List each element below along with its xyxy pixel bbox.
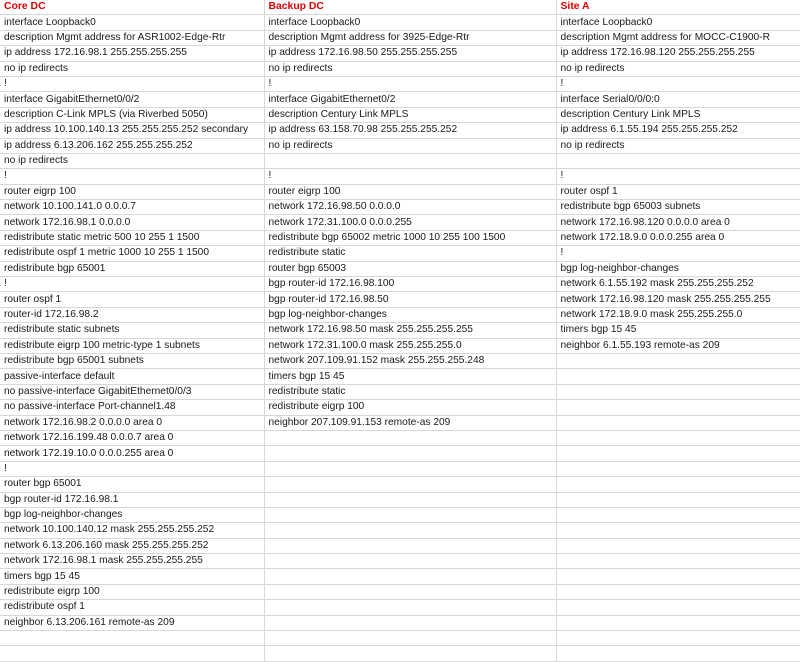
core-dc-cell[interactable]: router-id 172.16.98.2 — [0, 307, 264, 322]
backup-dc-cell[interactable]: redistribute static — [264, 384, 556, 399]
column-header-site-a[interactable]: Site A — [556, 0, 800, 15]
table-row — [0, 46, 800, 61]
site-a-cell[interactable]: ! — [556, 246, 800, 261]
backup-dc-cell[interactable]: network 207.109.91.152 mask 255.255.255.248 — [264, 353, 556, 368]
site-a-cell[interactable]: network 6.1.55.192 mask 255.255.255.252 — [556, 277, 800, 292]
site-a-cell[interactable] — [556, 554, 800, 569]
table-row — [0, 569, 800, 584]
site-a-cell[interactable]: network 172.16.98.120 mask 255.255.255.255 — [556, 292, 800, 307]
table-row — [0, 215, 800, 230]
core-dc-cell[interactable]: passive-interface default — [0, 369, 264, 384]
core-dc-cell[interactable]: redistribute ospf 1 metric 1000 10 255 1 1500 — [0, 246, 264, 261]
site-a-cell[interactable]: neighbor 6.1.55.193 remote-as 209 — [556, 338, 800, 353]
backup-dc-cell[interactable]: interface Loopback0 — [264, 15, 556, 30]
site-a-cell[interactable] — [556, 353, 800, 368]
backup-dc-cell[interactable]: neighbor 207.109.91.153 remote-as 209 — [264, 415, 556, 430]
site-a-cell[interactable]: bgp log-neighbor-changes — [556, 261, 800, 276]
backup-dc-cell[interactable]: redistribute eigrp 100 — [264, 400, 556, 415]
backup-dc-cell[interactable]: ip address 63.158.70.98 255.255.255.252 — [264, 123, 556, 138]
core-dc-cell[interactable]: network 172.19.10.0 0.0.0.255 area 0 — [0, 446, 264, 461]
core-dc-cell[interactable]: ip address 10.100.140.13 255.255.255.252 secondary — [0, 123, 264, 138]
core-dc-cell[interactable]: no ip redirects — [0, 61, 264, 76]
table-row — [0, 615, 800, 630]
table-row — [0, 461, 800, 476]
site-a-cell[interactable] — [556, 600, 800, 615]
core-dc-cell[interactable]: ip address 172.16.98.1 255.255.255.255 — [0, 46, 264, 61]
table-row — [0, 123, 800, 138]
table-row — [0, 61, 800, 76]
backup-dc-cell[interactable] — [264, 646, 556, 661]
table-row — [0, 369, 800, 384]
backup-dc-cell[interactable]: redistribute bgp 65002 metric 1000 10 255 100 1500 — [264, 230, 556, 245]
core-dc-cell[interactable]: redistribute ospf 1 — [0, 600, 264, 615]
core-dc-cell[interactable]: bgp log-neighbor-changes — [0, 507, 264, 522]
core-dc-cell[interactable]: network 172.16.98.1 0.0.0.0 — [0, 215, 264, 230]
header-row — [0, 0, 800, 15]
backup-dc-cell[interactable]: description Century Link MPLS — [264, 107, 556, 122]
site-a-cell[interactable] — [556, 538, 800, 553]
site-a-cell[interactable] — [556, 569, 800, 584]
table-row — [0, 261, 800, 276]
site-a-cell[interactable]: timers bgp 15 45 — [556, 323, 800, 338]
core-dc-cell[interactable]: no ip redirects — [0, 153, 264, 168]
core-dc-cell[interactable]: ! — [0, 169, 264, 184]
backup-dc-cell[interactable] — [264, 631, 556, 646]
core-dc-cell[interactable]: redistribute static metric 500 10 255 1 1500 — [0, 230, 264, 245]
site-a-cell[interactable]: no ip redirects — [556, 61, 800, 76]
backup-dc-cell[interactable]: description Mgmt address for 3925-Edge-Rtr — [264, 30, 556, 45]
core-dc-cell[interactable]: network 6.13.206.160 mask 255.255.255.252 — [0, 538, 264, 553]
core-dc-cell[interactable]: network 10.100.141.0 0.0.0.7 — [0, 200, 264, 215]
core-dc-cell[interactable]: interface GigabitEthernet0/0/2 — [0, 92, 264, 107]
table-row — [0, 477, 800, 492]
site-a-cell[interactable] — [556, 477, 800, 492]
site-a-cell[interactable] — [556, 461, 800, 476]
site-a-cell[interactable] — [556, 507, 800, 522]
backup-dc-cell[interactable]: bgp router-id 172.16.98.100 — [264, 277, 556, 292]
column-header-core-dc[interactable]: Core DC — [0, 0, 264, 15]
backup-dc-cell[interactable] — [264, 538, 556, 553]
core-dc-cell[interactable]: network 172.16.199.48 0.0.0.7 area 0 — [0, 430, 264, 445]
backup-dc-cell[interactable]: network 172.31.100.0 0.0.0.255 — [264, 215, 556, 230]
site-a-cell[interactable] — [556, 631, 800, 646]
core-dc-cell[interactable]: ! — [0, 461, 264, 476]
backup-dc-cell[interactable]: ! — [264, 76, 556, 91]
backup-dc-cell[interactable] — [264, 430, 556, 445]
site-a-cell[interactable]: ! — [556, 169, 800, 184]
core-dc-cell[interactable]: router eigrp 100 — [0, 184, 264, 199]
backup-dc-cell[interactable] — [264, 153, 556, 168]
backup-dc-cell[interactable]: network 172.31.100.0 mask 255.255.255.0 — [264, 338, 556, 353]
site-a-cell[interactable] — [556, 369, 800, 384]
table-row — [0, 184, 800, 199]
site-a-cell[interactable]: network 172.18.9.0 0.0.0.255 area 0 — [556, 230, 800, 245]
table-row — [0, 292, 800, 307]
site-a-cell[interactable]: network 172.18.9.0 mask 255.255.255.0 — [556, 307, 800, 322]
table-row — [0, 400, 800, 415]
table-row — [0, 338, 800, 353]
core-dc-cell[interactable]: timers bgp 15 45 — [0, 569, 264, 584]
site-a-cell[interactable] — [556, 415, 800, 430]
table-row — [0, 646, 800, 661]
table-row — [0, 538, 800, 553]
core-dc-cell[interactable] — [0, 646, 264, 661]
core-dc-cell[interactable]: redistribute eigrp 100 — [0, 584, 264, 599]
core-dc-cell[interactable]: no passive-interface GigabitEthernet0/0/3 — [0, 384, 264, 399]
table-row — [0, 138, 800, 153]
backup-dc-cell[interactable] — [264, 477, 556, 492]
table-row — [0, 353, 800, 368]
backup-dc-cell[interactable]: router bgp 65003 — [264, 261, 556, 276]
site-a-cell[interactable]: ! — [556, 76, 800, 91]
table-row — [0, 415, 800, 430]
core-dc-cell[interactable] — [0, 631, 264, 646]
table-row — [0, 230, 800, 245]
core-dc-cell[interactable]: router ospf 1 — [0, 292, 264, 307]
site-a-cell[interactable] — [556, 153, 800, 168]
core-dc-cell[interactable]: description C-Link MPLS (via Riverbed 5050) — [0, 107, 264, 122]
site-a-cell[interactable]: redistribute bgp 65003 subnets — [556, 200, 800, 215]
core-dc-cell[interactable]: router bgp 65001 — [0, 477, 264, 492]
backup-dc-cell[interactable]: interface GigabitEthernet0/2 — [264, 92, 556, 107]
backup-dc-cell[interactable]: network 172.16.98.50 mask 255.255.255.255 — [264, 323, 556, 338]
site-a-cell[interactable] — [556, 646, 800, 661]
site-a-cell[interactable]: network 172.16.98.120 0.0.0.0 area 0 — [556, 215, 800, 230]
backup-dc-cell[interactable]: ip address 172.16.98.50 255.255.255.255 — [264, 46, 556, 61]
backup-dc-cell[interactable] — [264, 461, 556, 476]
site-a-cell[interactable]: interface Loopback0 — [556, 15, 800, 30]
table-row — [0, 153, 800, 168]
site-a-cell[interactable]: ip address 172.16.98.120 255.255.255.255 — [556, 46, 800, 61]
backup-dc-cell[interactable]: router eigrp 100 — [264, 184, 556, 199]
table-row — [0, 446, 800, 461]
backup-dc-cell[interactable]: bgp log-neighbor-changes — [264, 307, 556, 322]
table-row — [0, 600, 800, 615]
table-row — [0, 430, 800, 445]
site-a-cell[interactable]: description Century Link MPLS — [556, 107, 800, 122]
site-a-cell[interactable]: interface Serial0/0/0:0 — [556, 92, 800, 107]
table-row — [0, 277, 800, 292]
site-a-cell[interactable]: router ospf 1 — [556, 184, 800, 199]
core-dc-cell[interactable]: network 172.16.98.2 0.0.0.0 area 0 — [0, 415, 264, 430]
site-a-cell[interactable] — [556, 492, 800, 507]
table-row — [0, 76, 800, 91]
backup-dc-cell[interactable] — [264, 554, 556, 569]
backup-dc-cell[interactable]: timers bgp 15 45 — [264, 369, 556, 384]
table-row — [0, 523, 800, 538]
backup-dc-cell[interactable] — [264, 584, 556, 599]
table-row — [0, 631, 800, 646]
table-row — [0, 584, 800, 599]
core-dc-cell[interactable]: network 10.100.140.12 mask 255.255.255.252 — [0, 523, 264, 538]
table-row — [0, 200, 800, 215]
table-row — [0, 15, 800, 30]
core-dc-cell[interactable]: redistribute static subnets — [0, 323, 264, 338]
site-a-cell[interactable] — [556, 615, 800, 630]
table-row — [0, 246, 800, 261]
site-a-cell[interactable] — [556, 400, 800, 415]
core-dc-cell[interactable]: ! — [0, 277, 264, 292]
core-dc-cell[interactable]: interface Loopback0 — [0, 15, 264, 30]
backup-dc-cell[interactable]: redistribute static — [264, 246, 556, 261]
backup-dc-cell[interactable] — [264, 492, 556, 507]
backup-dc-cell[interactable] — [264, 615, 556, 630]
table-row — [0, 92, 800, 107]
backup-dc-cell[interactable] — [264, 600, 556, 615]
core-dc-cell[interactable]: neighbor 6.13.206.161 remote-as 209 — [0, 615, 264, 630]
core-dc-cell[interactable]: redistribute eigrp 100 metric-type 1 subnets — [0, 338, 264, 353]
backup-dc-cell[interactable]: no ip redirects — [264, 61, 556, 76]
backup-dc-cell[interactable]: no ip redirects — [264, 138, 556, 153]
site-a-cell[interactable]: description Mgmt address for MOCC-C1900-R — [556, 30, 800, 45]
backup-dc-cell[interactable]: ! — [264, 169, 556, 184]
backup-dc-cell[interactable]: network 172.16.98.50 0.0.0.0 — [264, 200, 556, 215]
column-header-backup-dc[interactable]: Backup DC — [264, 0, 556, 15]
site-a-cell[interactable]: ip address 6.1.55.194 255.255.255.252 — [556, 123, 800, 138]
table-row — [0, 507, 800, 522]
core-dc-cell[interactable]: network 172.16.98.1 mask 255.255.255.255 — [0, 554, 264, 569]
backup-dc-cell[interactable] — [264, 569, 556, 584]
table-row — [0, 30, 800, 45]
core-dc-cell[interactable]: ip address 6.13.206.162 255.255.255.252 — [0, 138, 264, 153]
core-dc-cell[interactable]: no passive-interface Port-channel1.48 — [0, 400, 264, 415]
table-row — [0, 554, 800, 569]
table-row — [0, 323, 800, 338]
site-a-cell[interactable]: no ip redirects — [556, 138, 800, 153]
table-row — [0, 169, 800, 184]
table-row — [0, 492, 800, 507]
core-dc-cell[interactable]: redistribute bgp 65001 — [0, 261, 264, 276]
backup-dc-cell[interactable] — [264, 507, 556, 522]
table-row — [0, 107, 800, 122]
site-a-cell[interactable] — [556, 523, 800, 538]
table-row — [0, 384, 800, 399]
core-dc-cell[interactable]: ! — [0, 76, 264, 91]
site-a-cell[interactable] — [556, 384, 800, 399]
core-dc-cell[interactable]: redistribute bgp 65001 subnets — [0, 353, 264, 368]
table-row — [0, 307, 800, 322]
site-a-cell[interactable] — [556, 446, 800, 461]
core-dc-cell[interactable]: bgp router-id 172.16.98.1 — [0, 492, 264, 507]
core-dc-cell[interactable]: description Mgmt address for ASR1002-Edge-Rtr — [0, 30, 264, 45]
site-a-cell[interactable] — [556, 584, 800, 599]
backup-dc-cell[interactable] — [264, 446, 556, 461]
site-a-cell[interactable] — [556, 430, 800, 445]
backup-dc-cell[interactable] — [264, 523, 556, 538]
backup-dc-cell[interactable]: bgp router-id 172.16.98.50 — [264, 292, 556, 307]
